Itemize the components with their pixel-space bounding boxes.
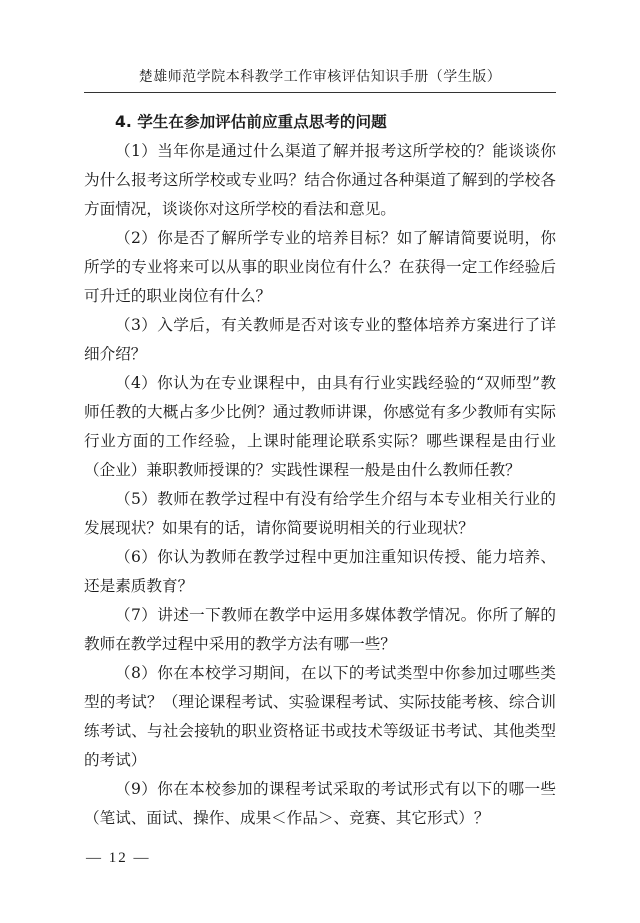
question-9: （9）你在本校参加的课程考试采取的考试形式有以下的哪一些（笔试、面试、操作、成果＜作品＞、竞赛、其它形式）？ <box>84 780 556 827</box>
page-number: — 12 — <box>86 850 151 866</box>
page-body <box>84 108 556 833</box>
question-2: （2）你是否了解所学专业的培养目标？如了解请简要说明，你所学的专业将来可以从事的职业岗位有什么？在获得一定工作经验后可升迁的职业岗位有什么？ <box>84 229 556 305</box>
question-1: （1）当年你是通过什么渠道了解并报考这所学校的？能谈谈你为什么报考这所学校或专业吗？结合你通过各种渠道了解到的学校各方面情况，谈谈你对这所学校的看法和意见。 <box>84 142 556 218</box>
section-title: 4. 学生在参加评估前应重点思考的问题 <box>115 113 387 131</box>
running-header: 楚雄师范学院本科教学工作审核评估知识手册（学生版） <box>138 69 502 85</box>
question-6: （6）你认为教师在教学过程中更加注重知识传授、能力培养、还是素质教育？ <box>84 548 556 595</box>
question-4: （4）你认为在专业课程中，由具有行业实践经验的“双师型”教师任教的大概占多少比例？通过教师讲课，你感觉有多少教师有实际行业方面的工作经验，上课时能理论联系实际？哪些课程是由行业（企业）兼职教师授课的？实践性课程一般是由什么教师任教？ <box>84 374 556 479</box>
question-7: （7）讲述一下教师在教学中运用多媒体教学情况。你所了解的教师在教学过程中采用的教学方法有哪一些？ <box>84 606 556 653</box>
question-5: （5）教师在教学过程中有没有给学生介绍与本专业相关行业的发展现状？如果有的话，请你简要说明相关的行业现状？ <box>84 490 556 537</box>
question-3: （3）入学后，有关教师是否对该专业的整体培养方案进行了详细介绍？ <box>84 316 556 363</box>
question-8: （8）你在本校学习期间，在以下的考试类型中你参加过哪些类型的考试？（理论课程考试、实验课程考试、实际技能考核、综合训练考试、与社会接轨的职业资格证书或技术等级证书考试、其他类型的考试） <box>84 664 556 769</box>
header-divider <box>84 92 556 93</box>
